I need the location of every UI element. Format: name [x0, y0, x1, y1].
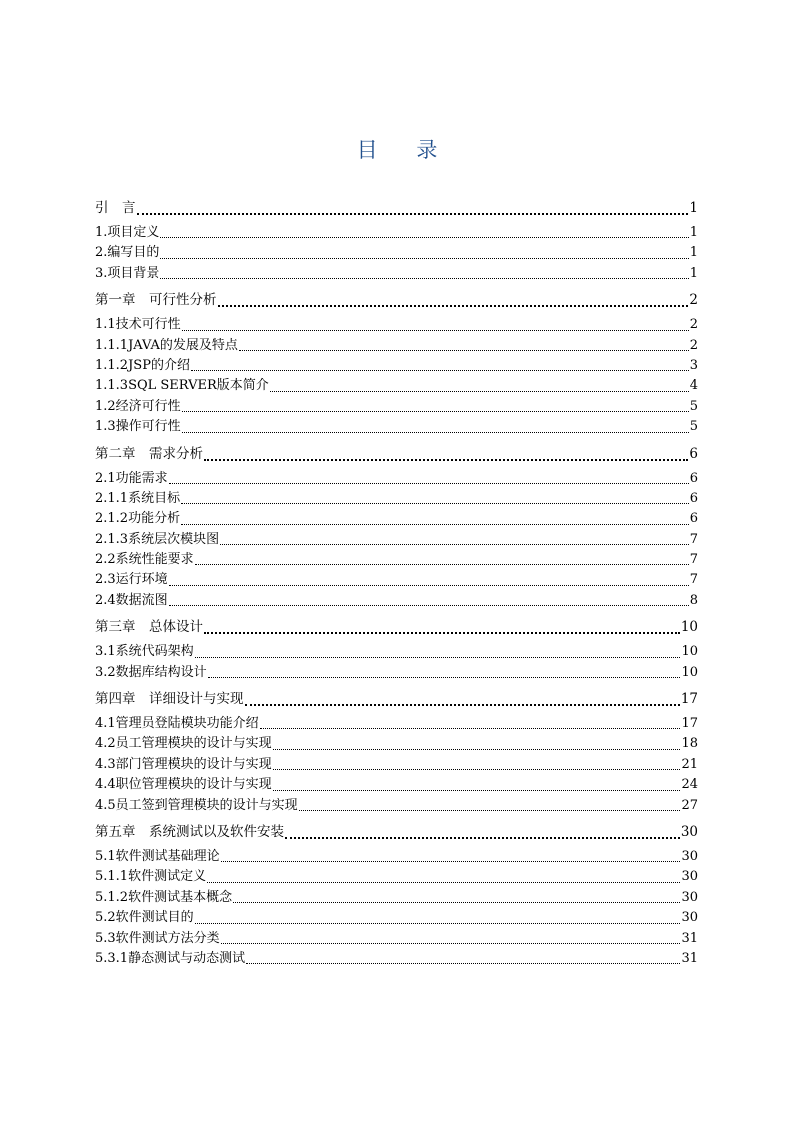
toc-entry-label: 5.1软件测试基础理论 [95, 848, 220, 864]
toc-section-entry[interactable] [95, 734, 698, 754]
toc-section-entry[interactable] [95, 243, 698, 263]
toc-chapter-entry[interactable] [95, 820, 698, 845]
toc-entry-label: 2.1.2功能分析 [95, 511, 181, 527]
dot-leader [204, 619, 680, 635]
dot-leader [260, 715, 681, 729]
toc-section-entry[interactable] [95, 397, 698, 417]
toc-entry-label: 2.4数据流图 [95, 592, 168, 608]
dot-leader [181, 511, 689, 525]
dot-leader [233, 889, 680, 903]
dot-leader [221, 930, 681, 944]
toc-entry-label: 4.2员工管理模块的设计与实现 [95, 736, 272, 752]
toc-entry-page-number: 30 [681, 869, 698, 885]
dot-leader [273, 777, 681, 791]
toc-entry-page-number: 1 [689, 245, 698, 261]
toc-entry-page-number: 18 [681, 736, 698, 752]
toc-entry-label: 第三章 总体设计 [95, 619, 203, 636]
toc-entry-page-number: 7 [689, 531, 698, 547]
toc-entry-label: 5.3软件测试方法分类 [95, 930, 220, 946]
toc-section-entry[interactable] [95, 570, 698, 590]
toc-entry-label: 3.1系统代码架构 [95, 644, 194, 660]
toc-entry-label: 1.2经济可行性 [95, 398, 181, 414]
toc-entry-page-number: 31 [681, 930, 698, 946]
toc-entry-page-number: 24 [681, 777, 698, 793]
toc-entry-page-number: 6 [689, 511, 698, 527]
dot-leader [273, 736, 681, 750]
toc-entry-page-number: 30 [681, 848, 698, 864]
toc-section-entry[interactable] [95, 264, 698, 284]
toc-section-entry[interactable] [95, 417, 698, 437]
toc-entry-page-number: 6 [689, 490, 698, 506]
dot-leader [207, 869, 680, 883]
toc-entry-label: 引 言 [95, 200, 136, 216]
dot-leader [160, 265, 688, 279]
toc-entry-label: 4.5员工签到管理模块的设计与实现 [95, 797, 298, 813]
toc-entry-page-number: 31 [681, 950, 698, 966]
toc-entry-label: 1.3操作可行性 [95, 419, 181, 435]
toc-entry-page-number: 6 [689, 470, 698, 486]
dot-leader [285, 823, 680, 839]
toc-entry-page-number: 6 [689, 445, 698, 462]
dot-leader [245, 691, 680, 707]
toc-entry-label: 第一章 可行性分析 [95, 292, 217, 309]
toc-entry-label: 第五章 系统测试以及软件安装 [95, 823, 284, 840]
toc-section-entry[interactable] [95, 469, 698, 489]
dot-leader [273, 756, 681, 770]
toc-entry-page-number: 3 [689, 357, 698, 373]
toc-section-entry[interactable] [95, 847, 698, 867]
toc-section-entry[interactable] [95, 642, 698, 662]
toc-entry-label: 1.项目定义 [95, 224, 160, 240]
toc-entry-label: 4.3部门管理模块的设计与实现 [95, 756, 272, 772]
dot-leader [191, 357, 689, 371]
toc-section-entry[interactable] [95, 550, 698, 570]
toc-section-entry[interactable] [95, 489, 698, 509]
dot-leader [208, 664, 681, 678]
toc-entry-page-number: 30 [681, 910, 698, 926]
toc-chapter-entry[interactable] [95, 615, 698, 640]
dot-leader [169, 470, 689, 484]
dot-leader [195, 551, 689, 565]
toc-section-entry[interactable] [95, 867, 698, 887]
dot-leader [181, 490, 689, 504]
toc-entry-page-number: 27 [681, 797, 698, 813]
dot-leader [160, 245, 688, 259]
toc-section-entry[interactable] [95, 929, 698, 949]
toc-entry-label: 3.2数据库结构设计 [95, 664, 207, 680]
toc-section-entry[interactable] [95, 949, 698, 969]
toc-section-entry[interactable] [95, 530, 698, 550]
toc-entry-page-number: 5 [689, 398, 698, 414]
toc-entry-page-number: 2 [689, 317, 698, 333]
dot-leader [218, 292, 689, 308]
toc-section-entry[interactable] [95, 356, 698, 376]
toc-entry-page-number: 21 [681, 756, 698, 772]
toc-entry-page-number: 4 [689, 378, 698, 394]
toc-entry-page-number: 17 [680, 691, 698, 708]
table-of-contents [95, 196, 698, 969]
dot-leader [195, 644, 681, 658]
toc-entry-page-number: 1 [689, 265, 698, 281]
dot-leader [169, 572, 689, 586]
toc-entry-page-number: 8 [689, 592, 698, 608]
toc-entry-page-number: 10 [680, 619, 698, 636]
toc-entry-label: 第二章 需求分析 [95, 445, 203, 462]
dot-leader [246, 950, 680, 964]
dot-leader [299, 797, 681, 811]
toc-entry-label: 4.1管理员登陆模块功能介绍 [95, 716, 259, 732]
toc-section-entry[interactable] [95, 591, 698, 611]
toc-entry-page-number: 2 [689, 292, 698, 309]
toc-entry-page-number: 7 [689, 552, 698, 568]
toc-entry-page-number: 17 [681, 716, 698, 732]
toc-chapter-entry[interactable] [95, 687, 698, 712]
toc-section-entry[interactable] [95, 796, 698, 816]
toc-entry-label: 3.项目背景 [95, 265, 160, 281]
toc-section-entry[interactable] [95, 714, 698, 734]
toc-entry-page-number: 30 [680, 823, 698, 840]
toc-entry-page-number: 1 [689, 200, 698, 216]
toc-entry-label: 第四章 详细设计与实现 [95, 691, 244, 708]
toc-entry-label: 1.1.1JAVA的发展及特点 [95, 337, 238, 353]
dot-leader [204, 445, 688, 461]
dot-leader [137, 200, 689, 216]
toc-section-entry[interactable] [95, 315, 698, 335]
toc-title: 目 录 [356, 138, 454, 162]
dot-leader [160, 224, 688, 238]
toc-entry-label: 2.1.1系统目标 [95, 490, 181, 506]
toc-entry-label: 5.1.1软件测试定义 [95, 869, 207, 885]
toc-section-entry[interactable] [95, 509, 698, 529]
toc-entry-label: 1.1技术可行性 [95, 317, 181, 333]
toc-entry-label: 4.4职位管理模块的设计与实现 [95, 777, 272, 793]
toc-entry-label: 5.2软件测试目的 [95, 910, 194, 926]
toc-section-entry[interactable] [95, 888, 698, 908]
toc-chapter-entry[interactable] [95, 288, 698, 313]
toc-entry-label: 2.2系统性能要求 [95, 552, 194, 568]
dot-leader [182, 317, 689, 331]
toc-entry-label: 2.1.3系统层次模块图 [95, 531, 220, 547]
toc-section-entry[interactable] [95, 908, 698, 928]
dot-leader [195, 910, 681, 924]
toc-chapter-entry[interactable] [95, 442, 698, 467]
toc-section-entry[interactable] [95, 336, 698, 356]
toc-entry-label: 2.3运行环境 [95, 572, 168, 588]
dot-leader [169, 592, 689, 606]
dot-leader [182, 398, 689, 412]
toc-section-entry[interactable] [95, 775, 698, 795]
dot-leader [239, 337, 689, 351]
toc-entry-label: 1.1.3SQL SERVER版本简介 [95, 378, 269, 394]
toc-section-entry[interactable] [95, 223, 698, 243]
dot-leader [182, 419, 689, 433]
toc-entry-page-number: 30 [681, 889, 698, 905]
toc-entry-page-number: 1 [689, 224, 698, 240]
toc-entry-label: 5.3.1静态测试与动态测试 [95, 950, 246, 966]
toc-entry-page-number: 5 [689, 419, 698, 435]
toc-entry-page-number: 2 [689, 337, 698, 353]
toc-entry-page-number: 7 [689, 572, 698, 588]
toc-entry-label: 2.1功能需求 [95, 470, 168, 486]
dot-leader [270, 378, 689, 392]
toc-section-entry[interactable] [95, 755, 698, 775]
toc-entry-label: 5.1.2软件测试基本概念 [95, 889, 233, 905]
toc-section-entry[interactable] [95, 376, 698, 396]
toc-entry-label: 1.1.2JSP的介绍 [95, 357, 190, 373]
dot-leader [220, 531, 689, 545]
toc-entry-page-number: 10 [681, 644, 698, 660]
toc-entry-page-number: 10 [681, 664, 698, 680]
dot-leader [221, 848, 681, 862]
toc-section-entry[interactable] [95, 663, 698, 683]
toc-chapter-entry[interactable] [95, 196, 698, 221]
toc-entry-label: 2.编写目的 [95, 245, 160, 261]
